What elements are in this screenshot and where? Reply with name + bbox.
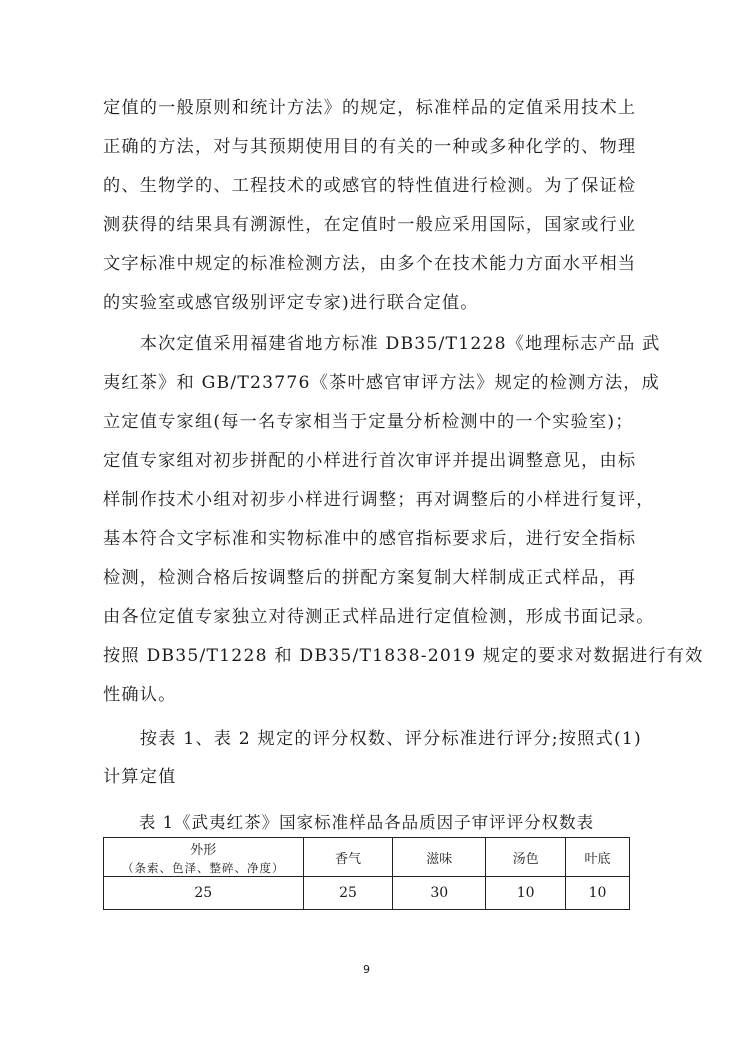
- header-cell-liquor-color: 汤色: [486, 838, 566, 877]
- table-cell: 30: [393, 877, 486, 910]
- body-line: 样制作技术小组对初步小样进行调整；再对调整后的小样进行复评，: [103, 490, 655, 510]
- body-line: 按照 DB35/T1228 和 DB35/T1838-2019 规定的要求对数据进行有效: [103, 646, 704, 666]
- body-line: 检测，检测合格后按调整后的拼配方案复制大样制成正式样品，再: [103, 568, 637, 588]
- table-cell: 10: [566, 877, 630, 910]
- body-line: 由各位定值专家独立对待测正式样品进行定值检测，形成书面记录。: [103, 607, 655, 627]
- table-cell: 25: [104, 877, 304, 910]
- body-line: 按表 1、表 2 规定的评分权数、评分标准进行评分;按照式(1): [103, 729, 642, 749]
- header-label: 外形: [190, 842, 217, 858]
- body-line: 测获得的结果具有溯源性，在定值时一般应采用国际，国家或行业: [103, 215, 637, 235]
- body-line: 计算定值: [103, 767, 177, 787]
- header-cell-infused-leaf: 叶底: [566, 838, 630, 877]
- body-line: 本次定值采用福建省地方标准 DB35/T1228《地理标志产品 武: [103, 334, 661, 354]
- body-line: 夷红茶》和 GB/T23776《茶叶感官审评方法》规定的检测方法，成: [103, 373, 661, 393]
- body-line: 立定值专家组(每一名专家相当于定量分析检测中的一个实验室)；: [103, 412, 634, 432]
- table-row: [104, 877, 630, 910]
- header-cell-appearance: [104, 838, 304, 877]
- score-weight-table: [103, 837, 630, 910]
- table-caption: 表 1《武夷红茶》国家标准样品各品质因子审评评分权数表: [138, 813, 595, 832]
- body-line: 的、生物学的、工程技术的或感官的特性值进行检测。为了保证检: [103, 176, 637, 196]
- header-sublabel: （条索、色泽、整碎、净度）: [122, 860, 285, 875]
- table-cell: 10: [486, 877, 566, 910]
- body-line: 正确的方法，对与其预期使用目的有关的一种或多种化学的、物理: [103, 137, 637, 157]
- table-cell: 25: [303, 877, 393, 910]
- header-cell-taste: 滋味: [393, 838, 486, 877]
- body-line: 定值专家组对初步拼配的小样进行首次审评并提出调整意见，由标: [103, 451, 637, 471]
- body-line: 基本符合文字标准和实物标准中的感官指标要求后，进行安全指标: [103, 529, 637, 549]
- body-line: 定值的一般原则和统计方法》的规定，标准样品的定值采用技术上: [103, 98, 637, 118]
- body-line: 性确认。: [103, 685, 177, 705]
- page-number: 9: [363, 963, 370, 976]
- header-cell-aroma: 香气: [303, 838, 393, 877]
- body-line: 的实验室或感官级别评定专家)进行联合定值。: [103, 293, 479, 313]
- table-header-row: [104, 838, 630, 877]
- body-line: 文字标准中规定的标准检测方法，由多个在技术能力方面水平相当: [103, 254, 637, 274]
